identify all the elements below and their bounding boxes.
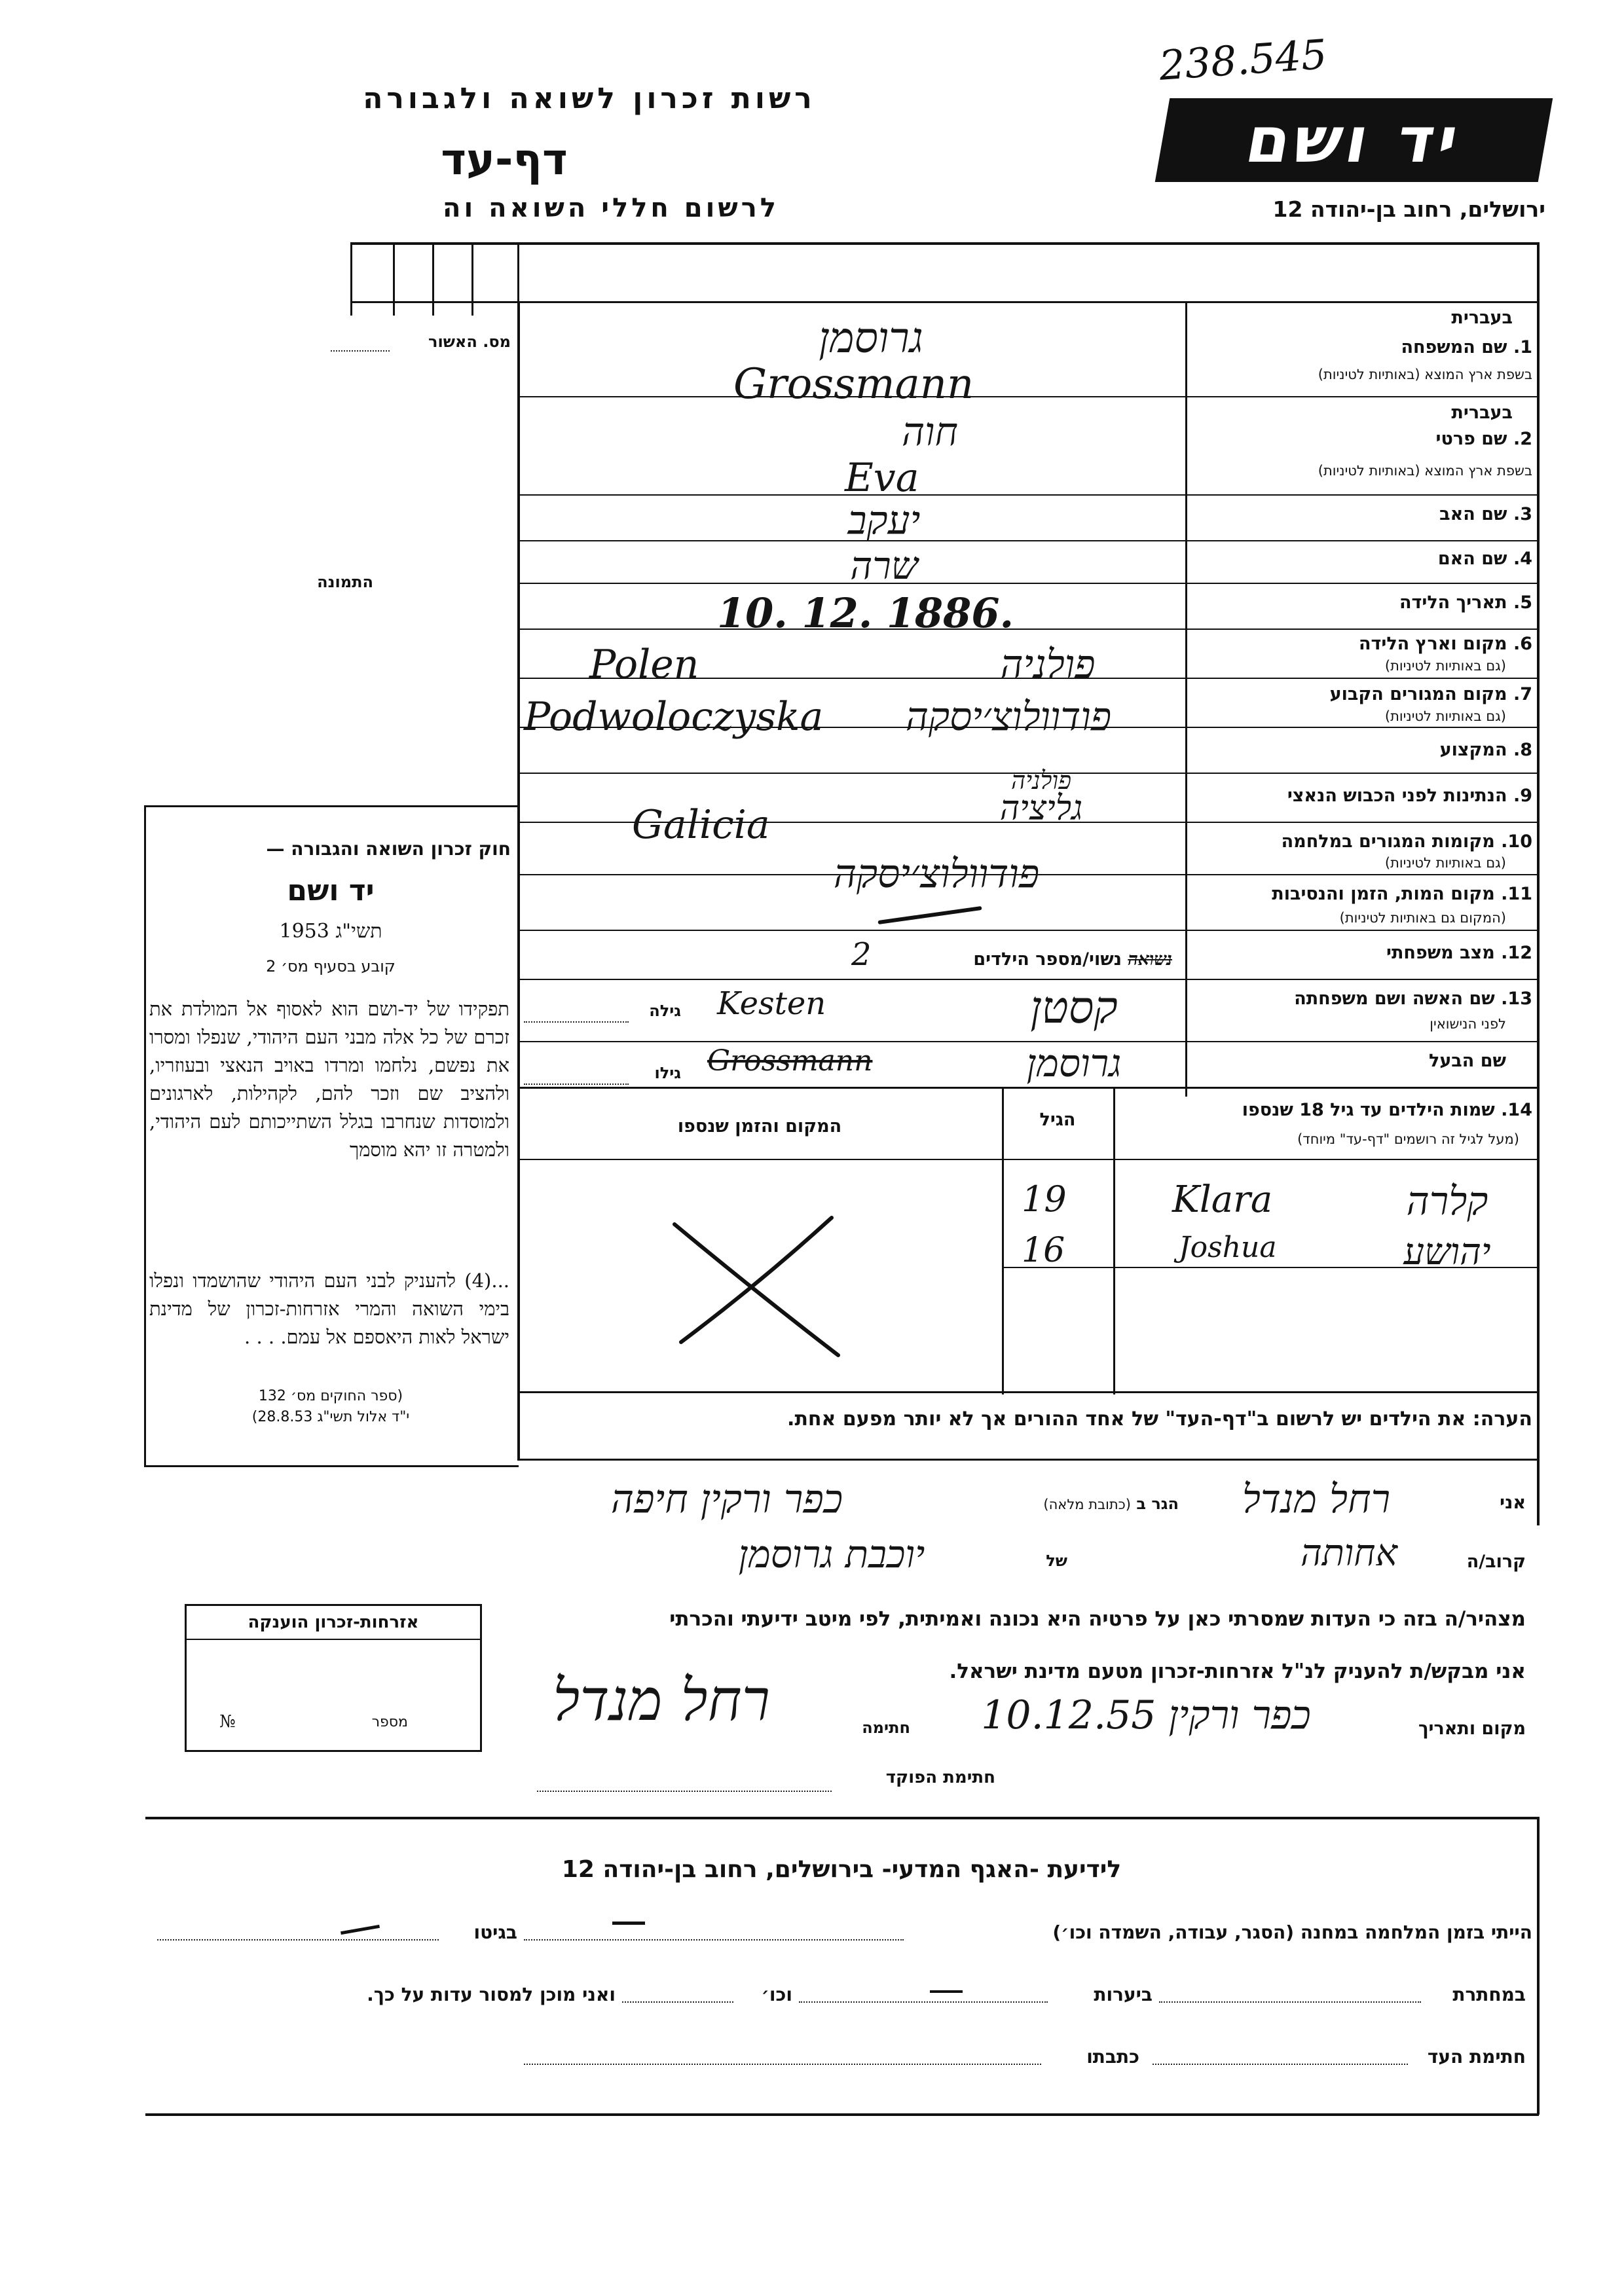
field-13-value-latin[interactable]: Kesten: [717, 985, 826, 1022]
address: ירושלים, רחוב בן-יהודה 12: [1272, 196, 1545, 222]
field-3-label: [1198, 504, 1532, 524]
field-4-text: שם האם: [1437, 549, 1507, 569]
child-1-age[interactable]: 19: [1022, 1178, 1067, 1220]
field-10-value[interactable]: פודוולוצ׳יסקה: [833, 851, 1040, 897]
field-8-label: [1198, 740, 1532, 760]
law-title: חוק זכרון השואה והגבורה —: [266, 838, 511, 860]
field-1-label: [1198, 337, 1532, 357]
etc-field[interactable]: [622, 2001, 733, 2003]
camp-stroke: [612, 1922, 645, 1925]
declarant-address[interactable]: כפר ורקין חיפה: [610, 1476, 843, 1522]
declaration-statement-1: מצהיר/ה בזה כי העדות שמסרתי כאן על פרטיה היא נכונה ואמיתית, לפי מיטב ידיעתי והכרתי: [669, 1607, 1526, 1631]
officer-signature-field[interactable]: [537, 1791, 832, 1792]
field-1-value-latin[interactable]: Grossmann: [733, 360, 974, 409]
children-col-age: הגיל: [1039, 1110, 1076, 1130]
form-title: דף-עד: [441, 134, 568, 185]
field-8-num: 8.: [1513, 740, 1532, 760]
child-2-name-latin[interactable]: Joshua: [1179, 1231, 1277, 1264]
archive-number: 238.545: [1157, 30, 1329, 90]
field-10-text: מקומות המגורים במלחמה: [1281, 831, 1495, 852]
signature-value[interactable]: רחל מנדל: [553, 1666, 770, 1734]
law-text-2: ...(4) להעניק לבני העם היהודי שהושמדו ונפלו בימי השואה והמרי אזרחות-זכרון של מדינת ישראל לאות היאספם אל עמם. . . .: [149, 1269, 509, 1348]
field-1-num: 1.: [1513, 337, 1532, 357]
field-13-age-field[interactable]: [524, 1021, 629, 1023]
field-12-num: 12.: [1501, 943, 1532, 963]
field-12-children-count[interactable]: 2: [851, 936, 872, 973]
field-12-children-text: נשוי/מספר הילדים: [973, 949, 1122, 970]
child-1-name[interactable]: קלרה: [1406, 1178, 1488, 1224]
field-11-text: מקום המות, הזמן והנסיבות: [1272, 884, 1495, 904]
forests-stroke: [930, 1990, 963, 1993]
field-10-sub: (גם באותיות לטיניות): [1384, 855, 1506, 871]
child-2-age[interactable]: 16: [1022, 1231, 1065, 1270]
husband-side-label: גילו: [654, 1064, 681, 1082]
field-2-hebrew-tag: בעברית: [1451, 403, 1513, 423]
field-3-text: שם האב: [1439, 504, 1507, 524]
law-clause: קובע בסעיף מס׳ 2: [266, 957, 396, 975]
field-7-value[interactable]: פודוולוצ׳יסקה: [905, 694, 1112, 740]
place-date-value[interactable]: כפר ורקין 10.12.55: [981, 1692, 1311, 1738]
footer-line3-witness-signature: חתימת העד: [1427, 2046, 1526, 2068]
footer-line1-ghetto: בגיטו: [473, 1922, 517, 1943]
footer-line2-forests: ביערות: [1094, 1984, 1153, 2005]
footer-line2-etc: וכו׳: [761, 1984, 792, 2005]
field-9-text: הנתינות לפני הכבוש הנאצי: [1287, 786, 1507, 806]
field-4-num: 4.: [1513, 549, 1532, 569]
org-title: רשות זכרון לשואה ולגבורה: [363, 82, 816, 115]
field-1-value[interactable]: גרוסמן: [819, 314, 923, 363]
field-1-text: שם המשפחה: [1401, 337, 1507, 357]
footer-line1-camp: הייתי בזמן המלחמה במחנה (הסגר, עבודה, השמדה וכו׳): [1052, 1922, 1532, 1943]
camp-field[interactable]: [524, 1939, 904, 1941]
footer-title: לידיעת -האגף המדעי- בירושלים, רחוב בן-יהודה 12: [561, 1856, 1122, 1883]
ghetto-field[interactable]: [157, 1939, 439, 1941]
field-7-sub: (גם באותיות לטיניות): [1384, 708, 1506, 724]
declaration-i-label: אני: [1500, 1493, 1526, 1513]
field-10-label: [1198, 831, 1532, 852]
witness-signature-field[interactable]: [1153, 2064, 1408, 2065]
field-7-value-latin[interactable]: Podwoloczyska: [524, 694, 824, 740]
field-2-sub: בשפת ארץ המוצא (באותיות לטיניות): [1318, 463, 1532, 479]
field-5-num: 5.: [1513, 592, 1532, 613]
field-6-value[interactable]: פולניה: [1000, 642, 1096, 687]
field-5-text: תאריך הלידה: [1399, 592, 1507, 613]
field-13-num: 13.: [1501, 989, 1532, 1009]
law-source: (ספר החוקים מס׳ 132: [258, 1388, 403, 1404]
citizenship-number-symbol: №: [219, 1712, 236, 1732]
living-label-text: הגר ב: [1136, 1495, 1179, 1513]
field-13-side-label: גילה: [649, 1002, 681, 1020]
field-3-value[interactable]: יעקב: [847, 498, 921, 543]
children-table-title: 14. שמות הילדים עד גיל 18 שנספו: [1242, 1100, 1532, 1120]
field-12-children-label: [832, 949, 1172, 970]
citizenship-box: [185, 1604, 482, 1752]
field-5-value[interactable]: 10. 12. 1886.: [717, 589, 1014, 637]
field-13-label: [1198, 989, 1532, 1009]
field-7-text: מקום המגורים הקבוע: [1329, 684, 1507, 704]
field-8-text: המקצוע: [1439, 740, 1507, 760]
officer-signature-label: חתימת הפוקד: [885, 1768, 995, 1787]
field-12-label: [1198, 943, 1532, 963]
field-6-value-latin[interactable]: Polen: [589, 642, 699, 687]
field-2-value-latin[interactable]: Eva: [845, 455, 919, 501]
declaration-statement-2: אני מבקש/ת להעניק לנ"ל אזרחות-זכרון מטעם מדינת ישראל.: [949, 1660, 1526, 1683]
field-13-value[interactable]: קסטן: [1030, 982, 1118, 1034]
law-date: י"ד אלול תשי"ג 28.8.53): [251, 1409, 410, 1425]
field-11-sub: (המקום גם באותיות לטיניות): [1339, 910, 1506, 926]
field-9-value-extra[interactable]: פולניה: [1011, 766, 1071, 795]
field-1-sub: בשפת ארץ המוצא (באותיות לטיניות): [1318, 367, 1532, 382]
citizenship-box-title: אזרחות-זכרון הוענקה: [187, 1606, 480, 1640]
footer-line2-willing: ואני מוכן למסור עדות על כך.: [367, 1984, 616, 2005]
field-9-num: 9.: [1513, 786, 1532, 806]
approval-number-field[interactable]: [331, 350, 390, 352]
signature-label: חתימה: [862, 1719, 910, 1737]
declaration-relative-label: קרוב/ה: [1466, 1552, 1526, 1572]
husband-value-latin[interactable]: Grossmann: [707, 1044, 873, 1078]
husband-age-field[interactable]: [524, 1084, 629, 1085]
forests-field[interactable]: [799, 2001, 1048, 2003]
field-1-hebrew-tag: בעברית: [1451, 308, 1513, 328]
field-6-text: מקום וארץ הלידה: [1358, 634, 1507, 654]
field-7-label: [1198, 684, 1532, 704]
field-12-marital-value[interactable]: נשואה: [1128, 949, 1172, 970]
field-9-value-latin[interactable]: Galicia: [632, 802, 770, 848]
ghetto-stroke: [341, 1925, 380, 1935]
field-5-label: [1198, 592, 1532, 613]
field-6-num: 6.: [1513, 634, 1532, 654]
place-date-label: מקום ותאריך: [1418, 1719, 1526, 1739]
declarant-name[interactable]: רחל מנדל: [1242, 1476, 1391, 1522]
field-6-sub: (גם באותיות לטיניות): [1384, 658, 1506, 674]
child-1-name-latin[interactable]: Klara: [1172, 1178, 1273, 1221]
field-3-num: 3.: [1513, 504, 1532, 524]
approval-number-label: מס. האשור: [428, 333, 511, 351]
footer-line3-address: כתבתו: [1086, 2046, 1139, 2068]
field-13-sub: לפני הנישואין: [1430, 1016, 1506, 1032]
husband-label: שם הבעל: [1428, 1051, 1506, 1071]
citizenship-number-label: מספר: [371, 1714, 408, 1730]
children-col-place: המקום והזמן שנספו: [677, 1116, 842, 1137]
declaration-relative-of[interactable]: יוכבת גרוסמן: [738, 1532, 925, 1576]
form-subtitle: לרשום חללי השואה וה: [443, 193, 779, 223]
field-7-num: 7.: [1513, 684, 1532, 704]
children-table-subtitle: (מעל לגיל זה רושמים "דף-עד" מיוחד): [1297, 1131, 1519, 1147]
field-9-value[interactable]: גליציה: [999, 789, 1083, 828]
field-2-label: [1198, 429, 1532, 449]
field-11-stroke: [877, 906, 982, 924]
field-2-text: שם פרטי: [1435, 429, 1507, 449]
logo: [1155, 98, 1553, 182]
field-4-value[interactable]: שרה: [850, 543, 918, 588]
witness-address-field[interactable]: [524, 2064, 1041, 2065]
field-2-num: 2.: [1513, 429, 1532, 449]
logo-text: יד ושם: [1240, 103, 1467, 177]
note-text: הערה: את הילדים יש לרשום ב"דף-העד" של אחד ההורים אך לא יותר מפעם אחת.: [787, 1408, 1532, 1430]
full-address-label: (כתובת מלאה): [1043, 1497, 1131, 1512]
husband-value[interactable]: גרוסמן: [1026, 1041, 1122, 1085]
child-2-name[interactable]: יהושע: [1403, 1231, 1491, 1273]
field-11-label: [1198, 884, 1532, 904]
footer-line2-underground: במחתרת: [1452, 1984, 1526, 2005]
field-4-label: [1198, 549, 1532, 569]
law-text-1: תפקידו של יד-ושם הוא לאסוף אל המולדת את זכרם של כל אלה מבני העם היהודי, שנפלו ומסרו את נפשם, נלחמו ומרדו באויב הנאצי ובעוזריו, ולהציב שם וזכר להם, לקהילות, לארגונים ולמוסדות שנחרבו בגלל השתייכותם לעם היהודי, ולמטרה זו יהא מוסמך: [149, 998, 509, 1161]
law-year: תשי"ג 1953: [279, 920, 382, 943]
field-10-num: 10.: [1501, 831, 1532, 852]
underground-field[interactable]: [1159, 2001, 1421, 2003]
declaration-of-label: של: [1046, 1552, 1067, 1570]
field-6-label: [1198, 634, 1532, 654]
declaration-relation[interactable]: אחותה: [1300, 1532, 1398, 1575]
law-name: יד ושם: [287, 874, 375, 907]
declaration-living-label: [1022, 1495, 1179, 1513]
field-13-text: שם האשה ושם משפחתה: [1294, 989, 1495, 1009]
field-11-num: 11.: [1501, 884, 1532, 904]
cross-out-mark: [655, 1211, 851, 1368]
field-12-text: מצב משפחתי: [1386, 943, 1495, 963]
field-2-value[interactable]: חוה: [901, 409, 958, 455]
field-9-label: [1198, 786, 1532, 806]
photo-label: התמונה: [317, 573, 373, 591]
